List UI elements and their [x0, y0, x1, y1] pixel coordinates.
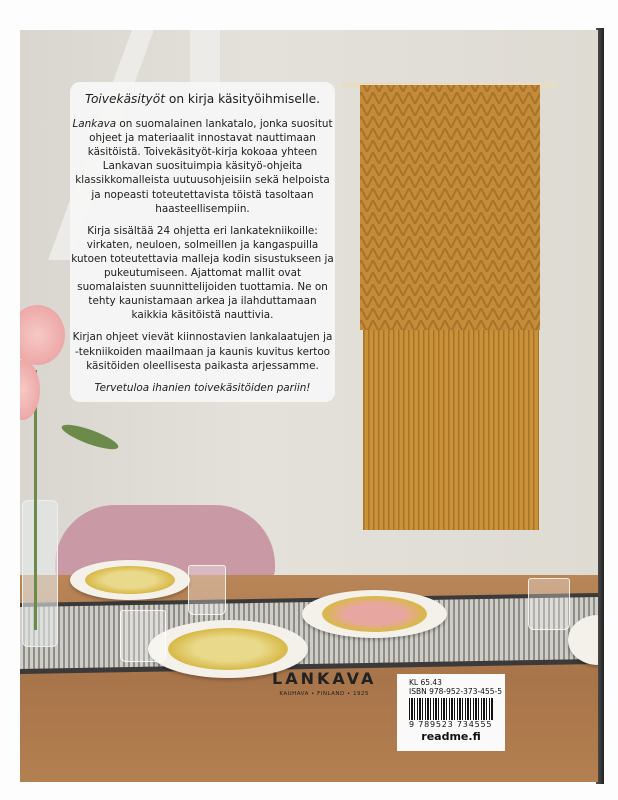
- macrame-wall-hanging: [355, 80, 545, 530]
- publisher-website: readme.fi: [421, 730, 481, 743]
- classification-code: KL 65.43: [409, 678, 442, 687]
- lankava-logo: [272, 669, 376, 697]
- glass: [120, 610, 166, 662]
- logo-tagline: KAUHAVA • FINLAND • 1925: [279, 691, 370, 697]
- closing-line: Tervetuloa ihanien toivekäsitöiden pariin!: [94, 381, 311, 394]
- paragraph-1: on suomalainen lankatalo, jonka suositut ohjeet ja materiaalit innostavat nauttimaan käsitöistä. Toivekäsityöt-kirja kokoaa yhteen Lankavan suosituimpia käsityö-ohjeita klassikkomalleista uutuusohjeisiin sekä helpoista ja nopeasti toteutettavista töistä tasoltaan haasteellisempiin.: [75, 118, 333, 215]
- barcode: [409, 698, 493, 720]
- glass: [188, 565, 226, 615]
- pink-peony: [20, 360, 40, 420]
- leaf: [59, 420, 120, 454]
- isbn-number: ISBN 978-952-373-455-5: [409, 687, 502, 696]
- glass: [528, 578, 570, 630]
- book-back-cover: [20, 30, 598, 782]
- plate-with-pastries: [302, 590, 447, 638]
- barcode-digits: 9 789523 734555: [409, 720, 493, 729]
- plate: [70, 560, 190, 600]
- heading-text: on kirja käsityöihmiselle.: [165, 92, 320, 106]
- paragraph-2: Kirja sisältää 24 ohjetta eri lankatekniikoille: virkaten, neuloen, solmeillen ja kangaspuilla kutoen toteutettavia malleja kodin sisustukseen ja pukeutumiseen. Ajattomat mallit ovat suomalaisten suunnittelijoiden tuottamia. Ne on tehty kaunistamaan arkea ja ilahduttamaan kaikkia käsitöistä nauttivia.: [71, 224, 334, 322]
- wall-beam: [190, 30, 220, 90]
- book-title: Toivekäsityöt: [85, 92, 165, 106]
- description-panel: [70, 82, 335, 402]
- brand-name: Lankava: [72, 118, 117, 131]
- glass-vase: [22, 500, 58, 647]
- pink-peony: [20, 305, 65, 365]
- paragraph-3: Kirjan ohjeet vievät kiinnostavien lankalaatujen ja -tekniikoiden maailmaan ja kaunis kuvitus kertoo käsitöiden oleellisesta paikasta arjessamme.: [72, 331, 333, 372]
- isbn-label: [397, 674, 505, 751]
- logo-name: LANKAVA: [272, 669, 377, 688]
